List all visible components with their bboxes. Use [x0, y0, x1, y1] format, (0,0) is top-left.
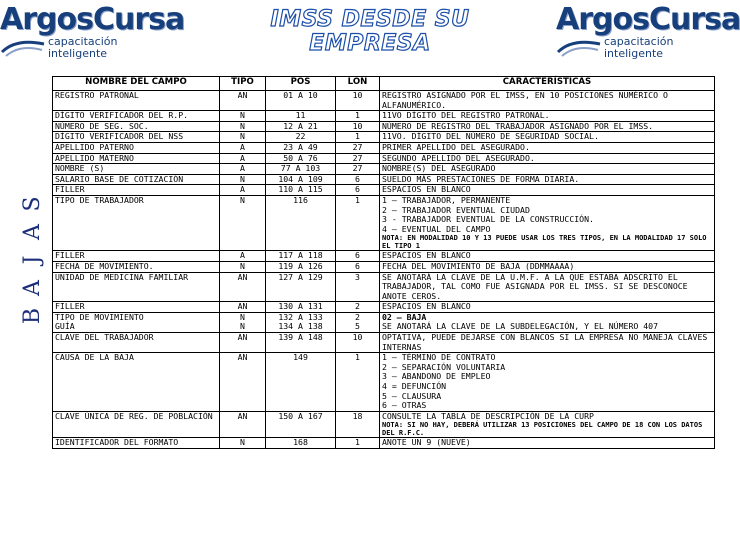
logo-line2: inteligente — [604, 47, 664, 60]
cell-campo: CAUSA DE LA BAJA — [53, 353, 220, 412]
cell-lon: 3 — [336, 272, 380, 302]
table-row — [53, 91, 715, 111]
cell-caracteristicas: SUELDO MÁS PRESTACIONES DE FORMA DIARIA. — [380, 174, 715, 185]
logo-swirl-icon — [556, 34, 602, 58]
cell-pos: 23 A 49 — [266, 142, 336, 153]
cell-campo: APELLIDO MATERNO — [53, 153, 220, 164]
cell-tipo: A — [220, 251, 266, 262]
cell-note: NOTA: EN MODALIDAD 10 Y 13 PUEDE USAR LOS TRES TIPOS, EN LA MODALIDAD 17 SOLO EL TIPO 1 — [382, 234, 707, 251]
cell-pos: 50 A 76 — [266, 153, 336, 164]
logo-swirl-icon — [0, 34, 46, 58]
cell-tipo: AN — [220, 333, 266, 353]
table-row — [53, 261, 715, 272]
cell-lon: 2 — [336, 302, 380, 313]
cell-pos: 127 A 129 — [266, 272, 336, 302]
table-row — [53, 251, 715, 262]
col-header-caracteristicas: CARACTERÍSTICAS — [380, 77, 715, 91]
cell-pos: 12 A 21 — [266, 121, 336, 132]
cell-caracteristicas: FECHA DEL MOVIMIENTO DE BAJA (DDMMAAAA) — [380, 261, 715, 272]
cell-campo: IDENTIFICADOR DEL FORMATO — [53, 438, 220, 449]
cell-pos: 149 — [266, 353, 336, 412]
table-row — [53, 333, 715, 353]
cell-tipo: A — [220, 142, 266, 153]
cell-pos: 119 A 126 — [266, 261, 336, 272]
cell-tipo: N — [220, 121, 266, 132]
cell-pos: 110 A 115 — [266, 185, 336, 196]
cell-pos: 22 — [266, 132, 336, 143]
argoscursa-logo-left — [0, 2, 185, 64]
cell-tipo: AN — [220, 353, 266, 412]
movement-type-code: 02 – BAJA — [382, 311, 427, 322]
cell-pos: 139 A 148 — [266, 333, 336, 353]
cell-tipo: A — [220, 153, 266, 164]
cell-caracteristicas: REGISTRO ASIGNADO POR EL IMSS, EN 10 POSICIONES NUMÉRICO O ALFANUMÉRICO. — [380, 91, 715, 111]
table-row — [53, 411, 715, 438]
cell-pos: 116 — [266, 195, 336, 250]
cell-lon: 10 — [336, 91, 380, 111]
cell-pos: 117 A 118 — [266, 251, 336, 262]
layout-table-container — [52, 76, 714, 538]
cell-campo: TIPO DE TRABAJADOR — [53, 195, 220, 250]
cell-lon: 27 — [336, 164, 380, 175]
cell-campo: REGISTRO PATRONAL — [53, 91, 220, 111]
table-row — [53, 312, 715, 332]
cell-caracteristicas: SEGUNDO APELLIDO DEL ASEGURADO. — [380, 153, 715, 164]
table-row — [53, 164, 715, 175]
cell-lon: 1 — [336, 132, 380, 143]
table-row — [53, 111, 715, 122]
cell-tipo: AN — [220, 302, 266, 313]
table-row — [53, 132, 715, 143]
cell-tipo: N — [220, 438, 266, 449]
logo-brand: ArgosCursa — [0, 2, 185, 37]
cell-caracteristicas: 1 – TRABAJADOR, PERMANENTE 2 – TRABAJADOR EVENTUAL CIUDAD 3 - TRABAJADOR EVENTUAL DE LA CONSTRUCCIÓN. 4 – EVENTUAL DEL CAMPO NOTA: EN MODALIDAD 10 Y 13 PUEDE USAR LOS TRES TIPOS, EN LA MODALIDAD 17 SOLO EL TIPO 1 — [380, 195, 715, 250]
cell-tipo: AN — [220, 91, 266, 111]
cell-lon: 6 — [336, 261, 380, 272]
cell-campo: FECHA DE MOVIMIENTO. — [53, 261, 220, 272]
cell-campo: NOMBRE (S) — [53, 164, 220, 175]
cell-tipo: N — [220, 132, 266, 143]
col-header-pos: POS — [266, 77, 336, 91]
table-row — [53, 272, 715, 302]
cell-tipo: AN — [220, 272, 266, 302]
cell-campo: CLAVE ÚNICA DE REG. DE POBLACIÓN — [53, 411, 220, 438]
cell-lon: 10 — [336, 333, 380, 353]
table-row — [53, 353, 715, 412]
table-row — [53, 185, 715, 196]
cell-tipo: N — [220, 111, 266, 122]
cell-campo: SALARIO BASE DE COTIZACIÓN — [53, 174, 220, 185]
cell-pos: 11 — [266, 111, 336, 122]
cell-tipo: N — [220, 261, 266, 272]
cell-caracteristicas: ESPACIOS EN BLANCO — [380, 185, 715, 196]
cell-caracteristicas: NÚMERO DE REGISTRO DEL TRABAJADOR ASIGNADO POR EL IMSS. — [380, 121, 715, 132]
cell-lon: 6 — [336, 185, 380, 196]
cell-lon: 1 — [336, 438, 380, 449]
cell-campo: UNIDAD DE MEDICINA FAMILIAR — [53, 272, 220, 302]
cell-caracteristicas: ESPACIOS EN BLANCO — [380, 251, 715, 262]
cell-pos: 150 A 167 — [266, 411, 336, 438]
cell-caracteristicas: PRIMER APELLIDO DEL ASEGURADO. — [380, 142, 715, 153]
cell-caracteristicas: OPTATIVA, PUEDE DEJARSE CON BLANCOS SI LA EMPRESA NO MANEJA CLAVES INTERNAS — [380, 333, 715, 353]
table-row — [53, 302, 715, 313]
title-line2: EMPRESA — [309, 31, 431, 56]
cell-caracteristicas: 1 – TÉRMINO DE CONTRATO 2 – SEPARACIÓN VOLUNTARIA 3 – ABANDONO DE EMPLEO 4 = DEFUNCIÓN 5 – CLAUSURA 6 – OTRAS — [380, 353, 715, 412]
logo-line1: capacitación — [48, 35, 118, 48]
logo-line2: inteligente — [48, 47, 108, 60]
cell-caracteristicas: CONSULTE LA TABLA DE DESCRIPCIÓN DE LA CURP NOTA: SI NO HAY, DEBERÁ UTILIZAR 13 POSICIONES DEL CAMPO DE 18 CON LOS DATOS DEL R.F.C. — [380, 411, 715, 438]
cell-caracteristicas: SE ANOTARÁ LA CLAVE DE LA U.M.F. A LA QUE ESTABA ADSCRITO EL TRABAJADOR, TAL COMO FUE ASIGNADA POR EL IMSS. SI SE DESCONOCE ANOTE CEROS. — [380, 272, 715, 302]
cell-campo: NÚMERO DE SEG. SOC. — [53, 121, 220, 132]
cell-lon: 1 — [336, 353, 380, 412]
side-letter: S — [20, 196, 45, 212]
cell-lon: 6 — [336, 174, 380, 185]
cell-campo: DÍGITO VERIFICADOR DEL NSS — [53, 132, 220, 143]
cell-campo: APELLIDO PATERNO — [53, 142, 220, 153]
cell-campo: FILLER — [53, 185, 220, 196]
cell-campo: FILLER — [53, 251, 220, 262]
col-header-tipo: TIPO — [220, 77, 266, 91]
cell-caracteristicas: ESPACIOS EN BLANCO — [380, 302, 715, 313]
cell-tipo: A — [220, 164, 266, 175]
cell-pos: 01 A 10 — [266, 91, 336, 111]
cell-lon: 1 — [336, 111, 380, 122]
page-title — [240, 8, 500, 56]
cell-lon: 27 — [336, 142, 380, 153]
cell-caracteristicas: NOMBRE(S) DEL ASEGURADO — [380, 164, 715, 175]
side-letter: J — [20, 255, 45, 265]
cell-pos: 77 A 103 — [266, 164, 336, 175]
cell-tipo: A — [220, 185, 266, 196]
logo-brand: ArgosCursa — [556, 2, 740, 37]
col-header-lon: LON — [336, 77, 380, 91]
cell-tipo: N — [220, 195, 266, 250]
cell-caracteristicas: 02 – BAJA SE ANOTARÁ LA CLAVE DE LA SUBDELEGACIÓN, Y EL NÚMERO 407 — [380, 312, 715, 332]
side-letter: A — [20, 280, 45, 296]
cell-campo: TIPO DE MOVIMIENTO GUÍA — [53, 312, 220, 332]
cell-campo: DÍGITO VERIFICADOR DEL R.P. — [53, 111, 220, 122]
cell-caracteristicas: 11VO DÍGITO DEL REGISTRO PATRONAL. — [380, 111, 715, 122]
layout-table — [52, 76, 715, 449]
cell-pos: 104 A 109 — [266, 174, 336, 185]
side-label-bajas — [18, 190, 48, 330]
cell-lon: 2 5 — [336, 312, 380, 332]
cell-tipo: N N — [220, 312, 266, 332]
cell-lon: 18 — [336, 411, 380, 438]
table-header-row — [53, 77, 715, 91]
cell-tipo: AN — [220, 411, 266, 438]
cell-pos: 132 A 133 134 A 138 — [266, 312, 336, 332]
cell-tipo: N — [220, 174, 266, 185]
cell-lon: 1 — [336, 195, 380, 250]
cell-pos: 130 A 131 — [266, 302, 336, 313]
side-letter: A — [20, 224, 45, 240]
table-row — [53, 195, 715, 250]
cell-caracteristicas: ANOTE UN 9 (NUEVE) — [380, 438, 715, 449]
cell-lon: 27 — [336, 153, 380, 164]
cell-note: NOTA: SI NO HAY, DEBERÁ UTILIZAR 13 POSICIONES DEL CAMPO DE 18 CON LOS DATOS DEL R.F.C. — [382, 421, 703, 438]
col-header-campo: NOMBRE DEL CAMPO — [53, 77, 220, 91]
cell-campo: CLAVE DEL TRABAJADOR — [53, 333, 220, 353]
table-row — [53, 153, 715, 164]
cell-caracteristicas: 11VO. DÍGITO DEL NÚMERO DE SEGURIDAD SOCIAL. — [380, 132, 715, 143]
title-line1: IMSS DESDE SU — [270, 7, 470, 32]
logo-line1: capacitación — [604, 35, 674, 48]
table-row — [53, 438, 715, 449]
cell-lon: 10 — [336, 121, 380, 132]
cell-pos: 168 — [266, 438, 336, 449]
side-letter: B — [20, 307, 45, 325]
table-row — [53, 142, 715, 153]
cell-campo: FILLER — [53, 302, 220, 313]
table-body — [53, 91, 715, 449]
table-row — [53, 174, 715, 185]
cell-lon: 6 — [336, 251, 380, 262]
argoscursa-logo-right — [556, 2, 740, 64]
